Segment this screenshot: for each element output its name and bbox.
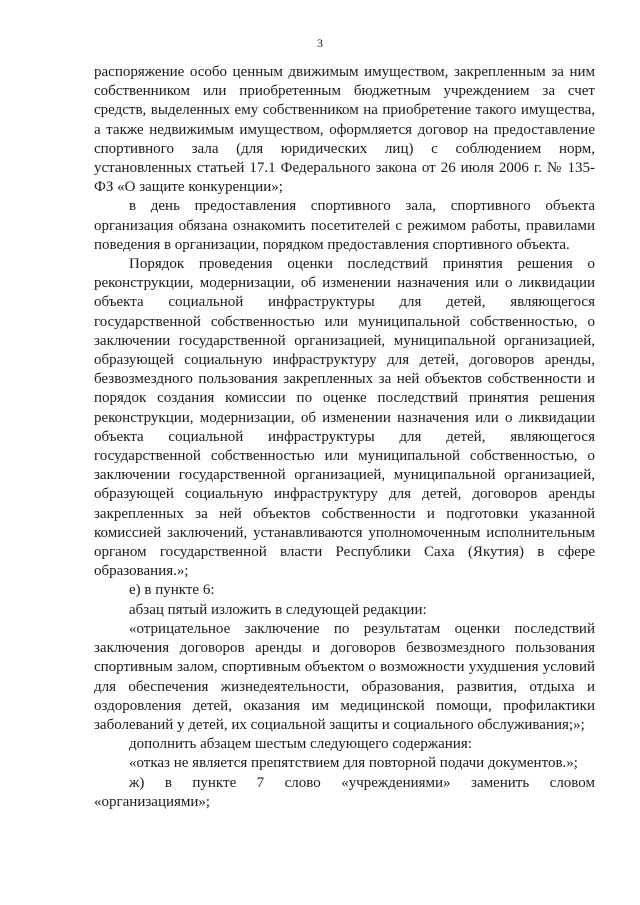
paragraph-item-zh: ж) в пункте 7 слово «учреждениями» заменить словом «организациями»; [94,774,595,810]
paragraph-fifth-clause: абзац пятый изложить в следующей редакции: [129,601,427,618]
page-number: 3 [317,36,323,50]
paragraph-assessment-procedure: Порядок проведения оценки последствий принятия решения о реконструкции, модернизации, об изменении назначения или о ликвидации объекта социальной инфраструктуры для детей, являющегося государственной собственностью или муниципальной собственностью, о заключении государственной организацией, муниципальной организацией, образующей социальную инфраструктуру для детей, договоров аренды, безвозмездного пользования закрепленных за ней объектов собственности и порядок создания комиссии по оценке последствий принятия решения реконструкции, модернизации, об изменении назначения или о ликвидации объекта социальной инфраструктуры для детей, являющегося государственной собственностью или муниципальной собственностью, о заключении государственной организацией, муниципальной организацией, образующей социальную инфраструктуру для детей, договоров аренды закрепленных за ней объектов собственности и подготовки указанной комиссией заключений, устанавливаются уполномоченным исполнительным органом государственной власти Республики Саха (Якутия) в сфере образования.»; [94,256,595,580]
document-body [94,63,595,812]
paragraph-visitor-familiarization: в день предоставления спортивного зала, спортивного объекта организация обязана ознакомить посетителей с режимом работы, правилами поведения в организации, порядком предоставления спортивного объекта. [94,198,595,253]
paragraph-item-e: е) в пункте 6: [129,582,215,599]
paragraph-negative-conclusion: «отрицательное заключение по результатам оценки последствий заключения договоров аренды и договоров безвозмездного пользования спортивным залом, спортивным объектом о возможности ухудшения условий для обеспечения жизнедеятельности, образования, развития, отдыха и оздоровления детей, оказания им медицинской помощи, профилактики заболеваний у детей, их социальной защиты и социального обслуживания;»; [94,620,595,733]
paragraph-lease-agreement: распоряжение особо ценным движимым имуществом, закрепленным за ним собственником или приобретенным бюджетным учреждением за счет средств, выделенных ему собственником на приобретение такого имущества, а также недвижимым имуществом, оформляется договор на предоставление спортивного зала (для юридических лиц) с соблюдением норм, установленных статьей 17.1 Федерального закона от 26 июля 2006 г. № 135-ФЗ «О защите конкуренции»; [94,64,595,196]
paragraph-add-sixth-clause: дополнить абзацем шестым следующего содержания: [129,736,472,753]
paragraph-refusal-note: «отказ не является препятствием для повторной подачи документов.»; [129,755,578,772]
